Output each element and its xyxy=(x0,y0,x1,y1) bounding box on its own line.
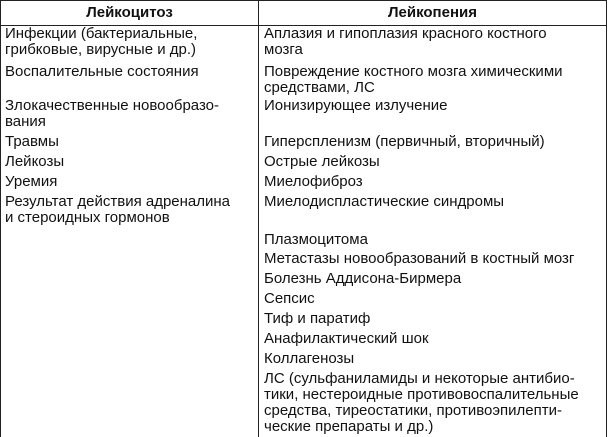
right-item-4 xyxy=(264,134,545,150)
right-item-13 xyxy=(264,331,429,347)
right-item-14 xyxy=(264,351,354,367)
left-item-6-line-1: Уремия xyxy=(5,173,58,190)
right-item-1 xyxy=(264,26,547,58)
left-item-5-line-1: Лейкозы xyxy=(5,153,65,170)
right-item-1-line-2: мозга xyxy=(264,41,303,58)
right-item-8-line-1: Плазмоцитома xyxy=(264,231,368,248)
right-item-15-line-1: ЛС (сульфаниламиды и некоторые антибио- xyxy=(264,370,575,387)
right-item-11-line-1: Сепсис xyxy=(264,290,315,307)
left-item-5 xyxy=(5,154,64,170)
header-leukocytosis: Лейкоцитоз xyxy=(86,4,173,21)
left-item-4 xyxy=(5,134,59,150)
right-item-9-line-1: Метастазы новообразований в костный мозг xyxy=(264,250,575,267)
right-item-5-line-1: Острые лейкозы xyxy=(264,153,380,170)
right-item-15-line-2: тики, нестероидные противовоспалительные xyxy=(264,386,579,403)
right-item-7 xyxy=(264,194,504,210)
right-item-14-line-1: Коллагенозы xyxy=(264,350,355,367)
right-item-2-line-1: Повреждение костного мозга химическими xyxy=(264,63,563,80)
left-item-4-line-1: Травмы xyxy=(5,133,59,150)
left-item-7-line-1: Результат действия адреналина xyxy=(5,193,231,210)
right-item-11 xyxy=(264,291,315,307)
right-item-10-line-1: Болезнь Аддисона-Бирмера xyxy=(264,270,462,287)
right-item-8 xyxy=(264,232,368,248)
right-item-15 xyxy=(264,371,579,435)
right-item-15-line-3: средства, тиреостатики, противоэпилепти- xyxy=(264,402,562,419)
left-item-6 xyxy=(5,174,57,190)
left-item-2 xyxy=(5,64,199,80)
left-item-3-line-1: Злокачественные новообразо- xyxy=(5,97,220,114)
right-item-10 xyxy=(264,271,461,287)
right-item-6-line-1: Миелофиброз xyxy=(264,173,363,190)
right-item-15-line-4: ческие препараты и др.) xyxy=(264,418,434,435)
left-item-3-line-2: вания xyxy=(5,113,46,130)
right-item-12-line-1: Тиф и паратиф xyxy=(264,310,371,327)
right-item-13-line-1: Анафилактический шок xyxy=(264,330,429,347)
column-divider xyxy=(258,1,259,437)
right-item-2-line-2: средствами, ЛС xyxy=(264,79,375,96)
right-item-3-line-1: Ионизирующее излучение xyxy=(264,97,448,114)
left-item-1-line-2: грибковые, вирусные и др.) xyxy=(5,41,197,58)
right-item-9 xyxy=(264,251,574,267)
left-item-7 xyxy=(5,194,230,226)
right-item-1-line-1: Аплазия и гипоплазия красного костного xyxy=(264,25,547,42)
right-item-6 xyxy=(264,174,363,190)
left-item-2-line-1: Воспалительные состояния xyxy=(5,63,199,80)
left-item-1 xyxy=(5,26,197,58)
right-item-2 xyxy=(264,64,563,96)
right-item-3 xyxy=(264,98,448,114)
left-item-1-line-1: Инфекции (бактериальные, xyxy=(5,25,198,42)
header-leukopenia: Лейкопения xyxy=(388,4,477,21)
left-item-3 xyxy=(5,98,219,130)
right-item-12 xyxy=(264,311,370,327)
right-item-5 xyxy=(264,154,380,170)
right-item-4-line-1: Гиперспленизм (первичный, вторичный) xyxy=(264,133,545,150)
right-item-7-line-1: Миелодиспластические синдромы xyxy=(264,193,505,210)
left-item-7-line-2: и стероидных гормонов xyxy=(5,209,170,226)
